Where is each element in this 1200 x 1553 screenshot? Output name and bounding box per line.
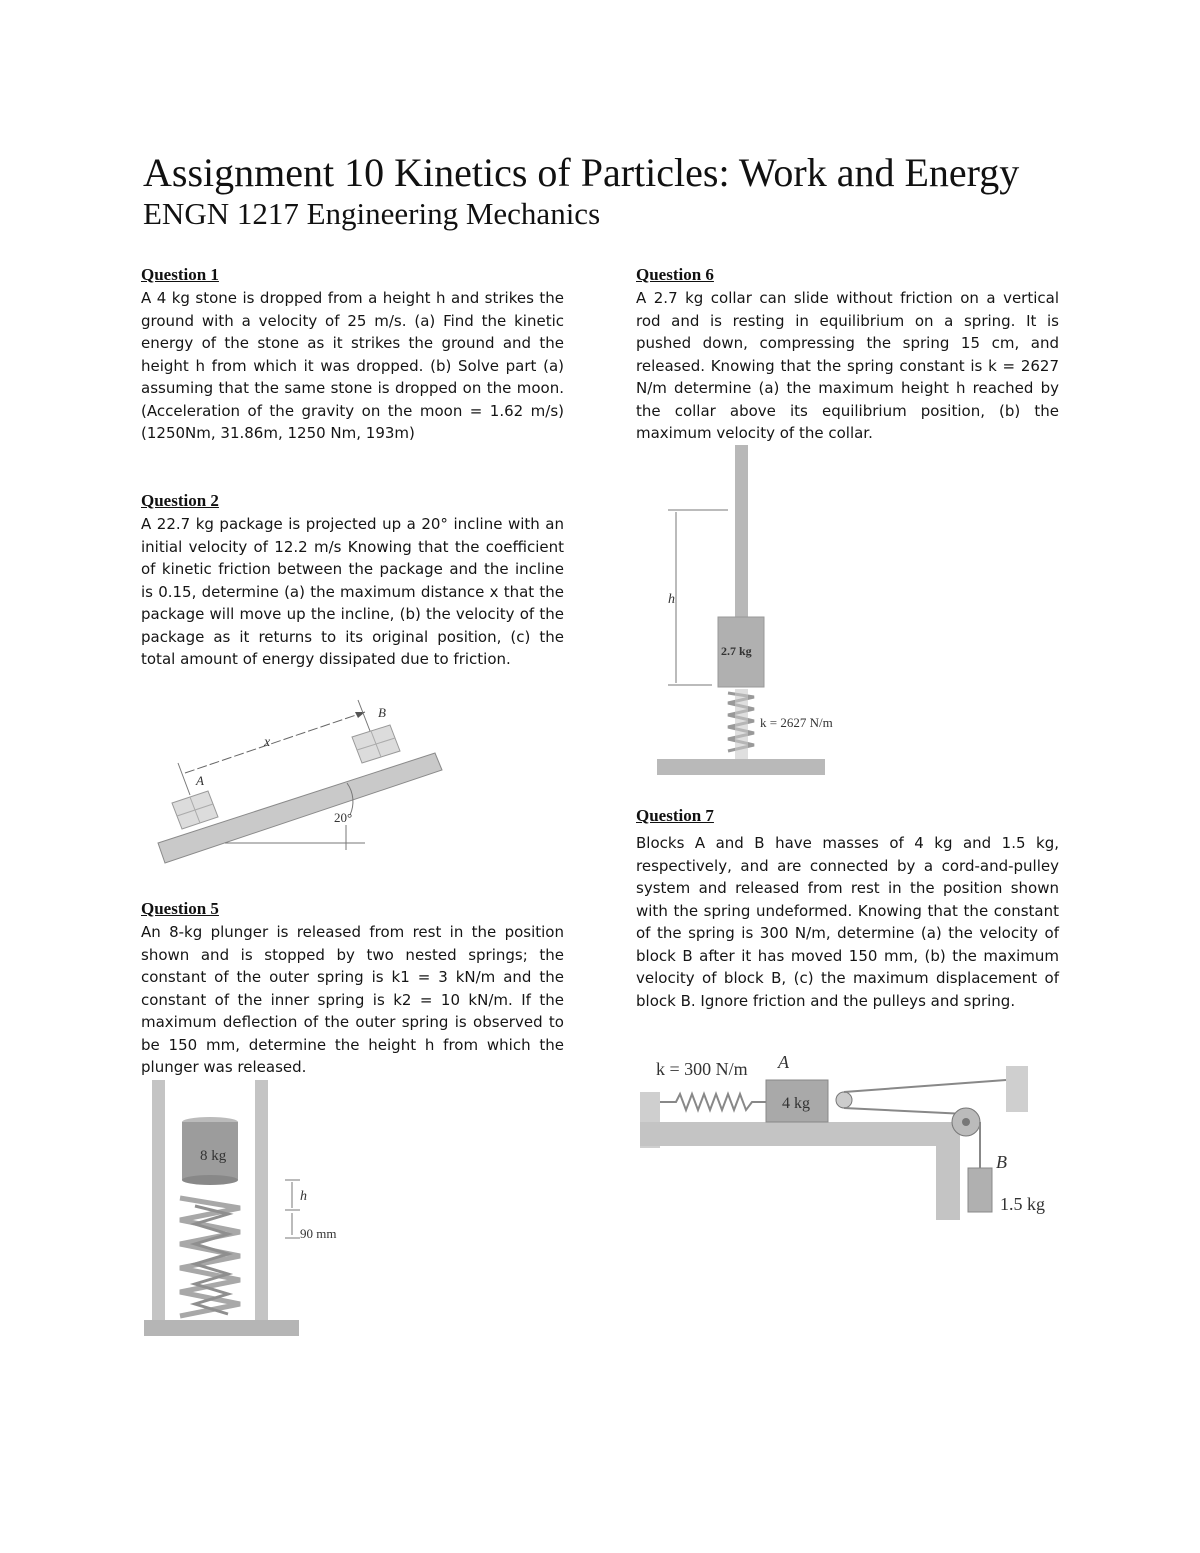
ground — [657, 759, 825, 775]
spring-constant-label: k = 300 N/m — [656, 1059, 748, 1079]
horizontal-spring — [660, 1094, 766, 1110]
question-5-heading: Question 5 — [141, 899, 219, 918]
package-a-label: A — [196, 773, 204, 788]
question-7-heading: Question 7 — [636, 806, 714, 825]
question-6-heading: Question 6 — [636, 265, 714, 284]
question-7-text: Blocks A and B have masses of 4 kg and 1.5 kg, respectively, and are connected by a cord-and-pulley system and released from rest in the position shown with the spring undeformed. Knowing that the constant of the spring is 300 N/m, determine (a) the velocity of block B after it has moved 150 mm, (b) the maximum velocity of block B, (c) the maximum displacement of block B. Ignore friction and the pulleys and spring. — [636, 834, 1059, 1010]
left-wall — [152, 1080, 165, 1320]
collar-mass-label: 2.7 kg — [721, 644, 752, 658]
incline-figure — [150, 695, 450, 875]
pulley-figure — [636, 1050, 1056, 1220]
right-wall — [255, 1080, 268, 1320]
distance-x-label: x — [264, 735, 271, 750]
block-a — [766, 1080, 828, 1122]
question-1-text: A 4 kg stone is dropped from a height h and strikes the ground with a velocity of 25 m/s. (a) Find the kinetic energy of the stone as it strikes the ground and the height h from which it was dropped. (b) Solve part (a) assuming that the same stone is dropped on the moon. (Acceleration of the gravity on the moon = 1.62 m/s) (1250Nm, 31.86m, 1250 Nm, 193m) — [141, 289, 564, 442]
package-b-label: B — [378, 705, 386, 720]
block-b-label: B — [996, 1152, 1007, 1172]
nested-springs — [180, 1198, 240, 1316]
spring-gap-label: 90 mm — [300, 1226, 337, 1241]
block-b-mass-label: 1.5 kg — [1000, 1194, 1045, 1214]
right-anchor — [1006, 1066, 1028, 1112]
question-6-text: A 2.7 kg collar can slide without friction on a vertical rod and is resting in equilibrium on a spring. It is pushed down, compressing the spring 15 cm, and released. Knowing that the spring constant is k = 2627 N/m determine (a) the maximum height h reached by the collar above its equilibrium position, (b) the maximum velocity of the collar. — [636, 289, 1059, 442]
block-a-label: A — [778, 1052, 789, 1072]
plunger-8kg — [182, 1117, 238, 1185]
block-a-mass-label: 4 kg — [782, 1095, 810, 1112]
package-a — [172, 791, 218, 829]
height-h-label: h — [300, 1189, 307, 1204]
assignment-title: Assignment 10 Kinetics of Particles: Work and Energy — [143, 150, 1020, 195]
table-surface — [640, 1122, 960, 1146]
question-5-text: An 8-kg plunger is released from rest in the position shown and is stopped by two nested springs; the constant of the outer spring is k1 = 3 kN/m and the constant of the inner spring is k2 = 10 kN/m. If the maximum deflection of the outer spring is observed to be 150 mm, determine the height h from which the plunger was released. — [141, 923, 564, 1076]
base-plate — [144, 1320, 299, 1336]
plunger-figure — [140, 1080, 355, 1340]
course-subtitle: ENGN 1217 Engineering Mechanics — [143, 196, 601, 231]
block-b — [968, 1168, 992, 1212]
angle-label: 20° — [334, 810, 353, 825]
package-b — [352, 725, 400, 763]
collar-figure — [640, 445, 855, 780]
question-2-text: A 22.7 kg package is projected up a 20° incline with an initial velocity of 12.2 m/s Knowing that the coefficient of kinetic friction between the package and the incline is 0.15, determine (a) the maximum distance x that the package will move up the incline, (b) the velocity of the package as it returns to its original position, (c) the total amount of energy dissipated due to friction. — [141, 515, 564, 668]
pulley-on-block — [836, 1092, 852, 1108]
collar-2.7kg — [718, 617, 764, 687]
height-h-label: h — [668, 592, 675, 607]
vertical-rod — [735, 445, 748, 623]
spring-constant-label: k = 2627 N/m — [760, 715, 833, 730]
question-1-heading: Question 1 — [141, 265, 219, 284]
plunger-mass-label: 8 kg — [200, 1148, 227, 1164]
question-2-heading: Question 2 — [141, 491, 219, 510]
